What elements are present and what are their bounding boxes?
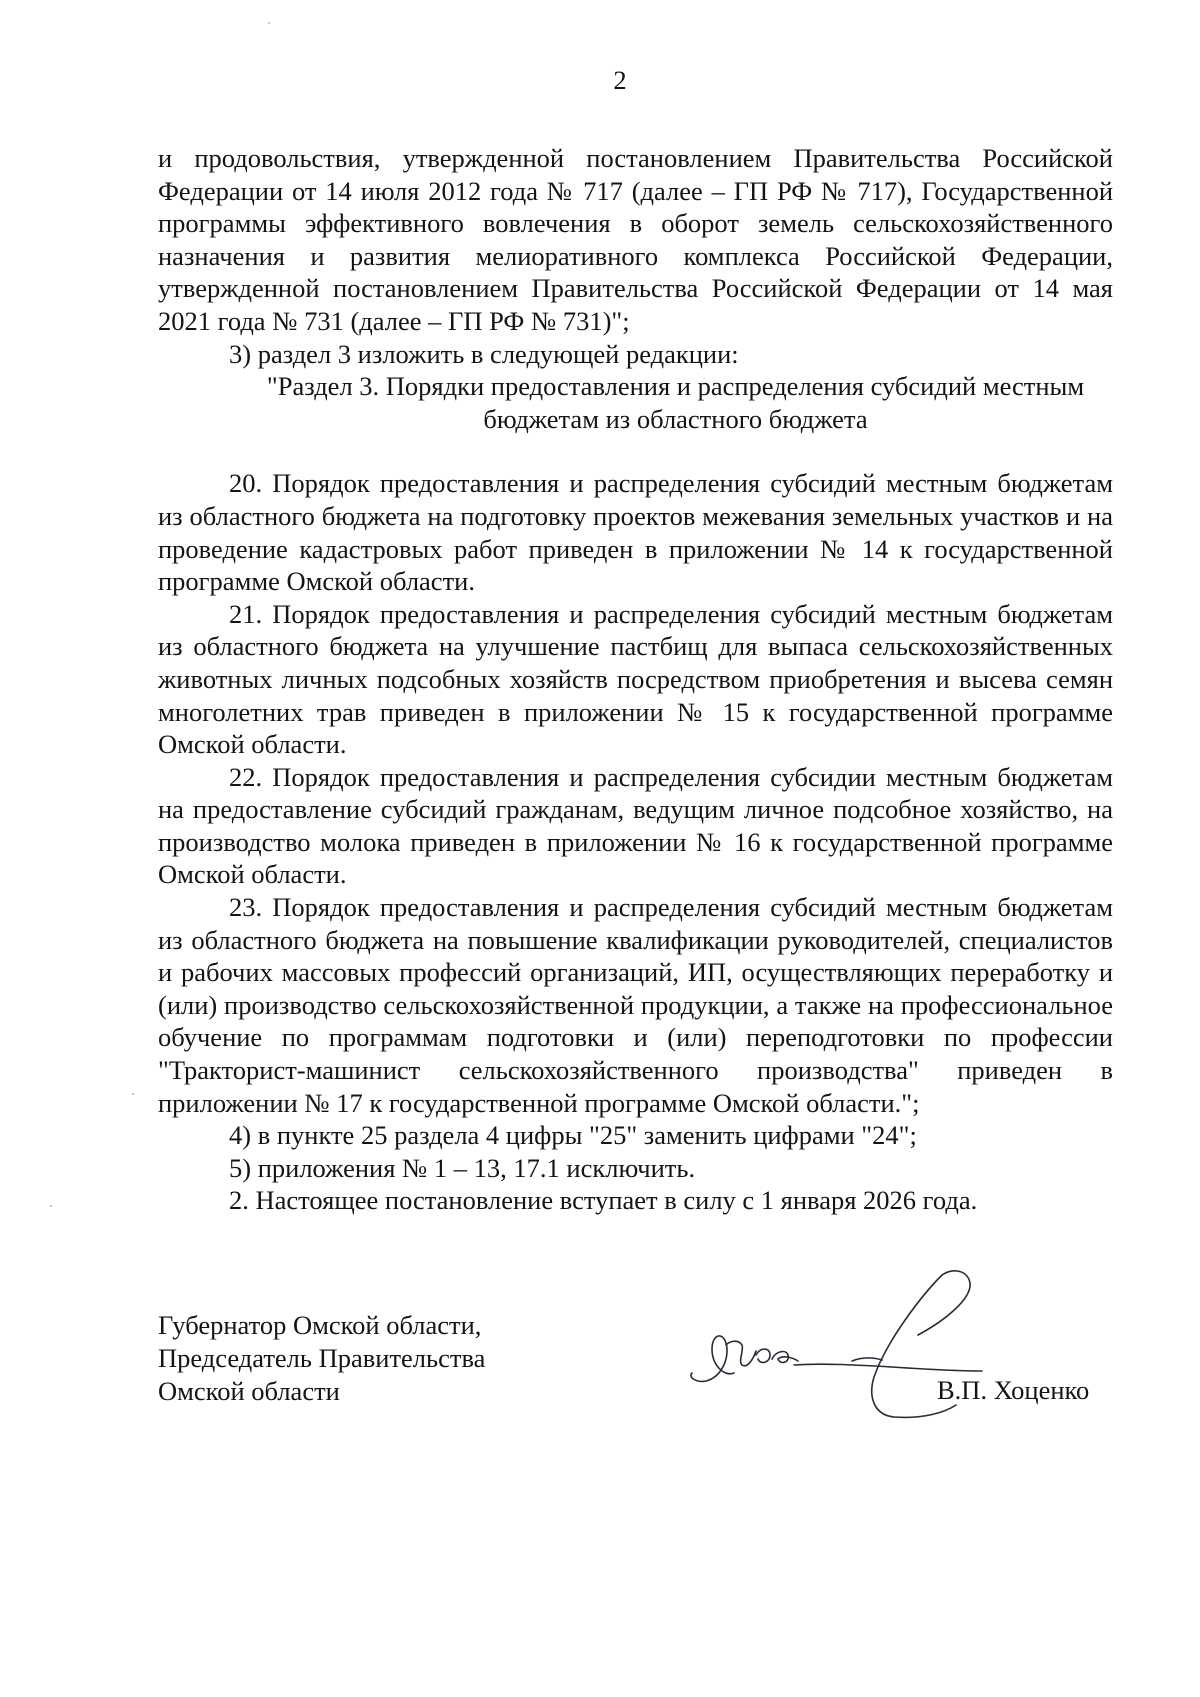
paragraph-21: 21. Порядок предоставления и распределения субсидий местным бюджетам из областного бюджета на улучшение пастбищ для выпаса сельскохозяйственных животных личных подсобных хозяйств посредством приобретения и высева семян многолетних трав приведен в приложении № 15 к государственной программе Омской области. — [158, 598, 1113, 760]
page-number: 2 — [613, 65, 627, 95]
scan-artifact — [132, 1093, 134, 1095]
paragraph-22: 22. Порядок предоставления и распределения субсидии местным бюджетам на предоставление субсидий гражданам, ведущим личное подсобное хозяйство, на производство молока приведен в приложении № 16 к государственной программе Омской области. — [158, 761, 1113, 890]
scan-artifact — [268, 22, 270, 24]
scan-artifact — [50, 1205, 52, 1207]
signer-name: В.П. Хоценко — [937, 1375, 1090, 1405]
paragraph-item-4: 4) в пункте 25 раздела 4 цифры "25" заменить цифрами "24"; — [229, 1120, 917, 1151]
paragraph-continuation: и продовольствия, утвержденной постановлением Правительства Российской Федерации от 14 июля 2012 года № 717 (далее – ГП РФ № 717), Государственной программы эффективного вовлечения в оборот земель сельскохозяйственного назначения и развития мелиоративного комплекса Российской Федерации, утвержденной постановлением Правительства Российской Федерации от 14 мая 2021 года № 731 (далее – ГП РФ № 731)"; — [158, 143, 1113, 336]
paragraph-item-5: 5) приложения № 1 – 13, 17.1 исключить. — [229, 1152, 696, 1183]
signatory-title — [158, 1309, 485, 1408]
paragraph-item-3: 3) раздел 3 изложить в следующей редакции: — [229, 338, 739, 369]
signatory-line: Омской области — [158, 1376, 340, 1406]
paragraph-point-2: 2. Настоящее постановление вступает в силу с 1 января 2026 года. — [229, 1185, 978, 1216]
paragraph-20: 20. Порядок предоставления и распределения субсидий местным бюджетам из областного бюджета на подготовку проектов межевания земельных участков и на проведение кадастровых работ приведен в приложении № 14 к государственной программе Омской области. — [158, 468, 1113, 597]
handwritten-signature — [682, 1265, 1022, 1435]
section-3-title: "Раздел 3. Порядки предоставления и распределения субсидий местным бюджетам из областного бюджета — [266, 371, 1085, 434]
signatory-line: Председатель Правительства — [158, 1343, 486, 1373]
signatory-line: Губернатор Омской области, — [158, 1310, 482, 1340]
document-body — [158, 142, 1113, 1217]
paragraph-23: 23. Порядок предоставления и распределения субсидий местным бюджетам из областного бюджета на повышение квалификации руководителей, специалистов и рабочих массовых профессий организаций, ИП, осуществляющих переработку и (или) производство сельскохозяйственной продукции, а также на профессиональное обучение по программам подготовки и (или) переподготовки по профессии "Тракторист-машинист сельскохозяйственного производства" приведен в приложении № 17 к государственной программе Омской области."; — [158, 892, 1113, 1118]
